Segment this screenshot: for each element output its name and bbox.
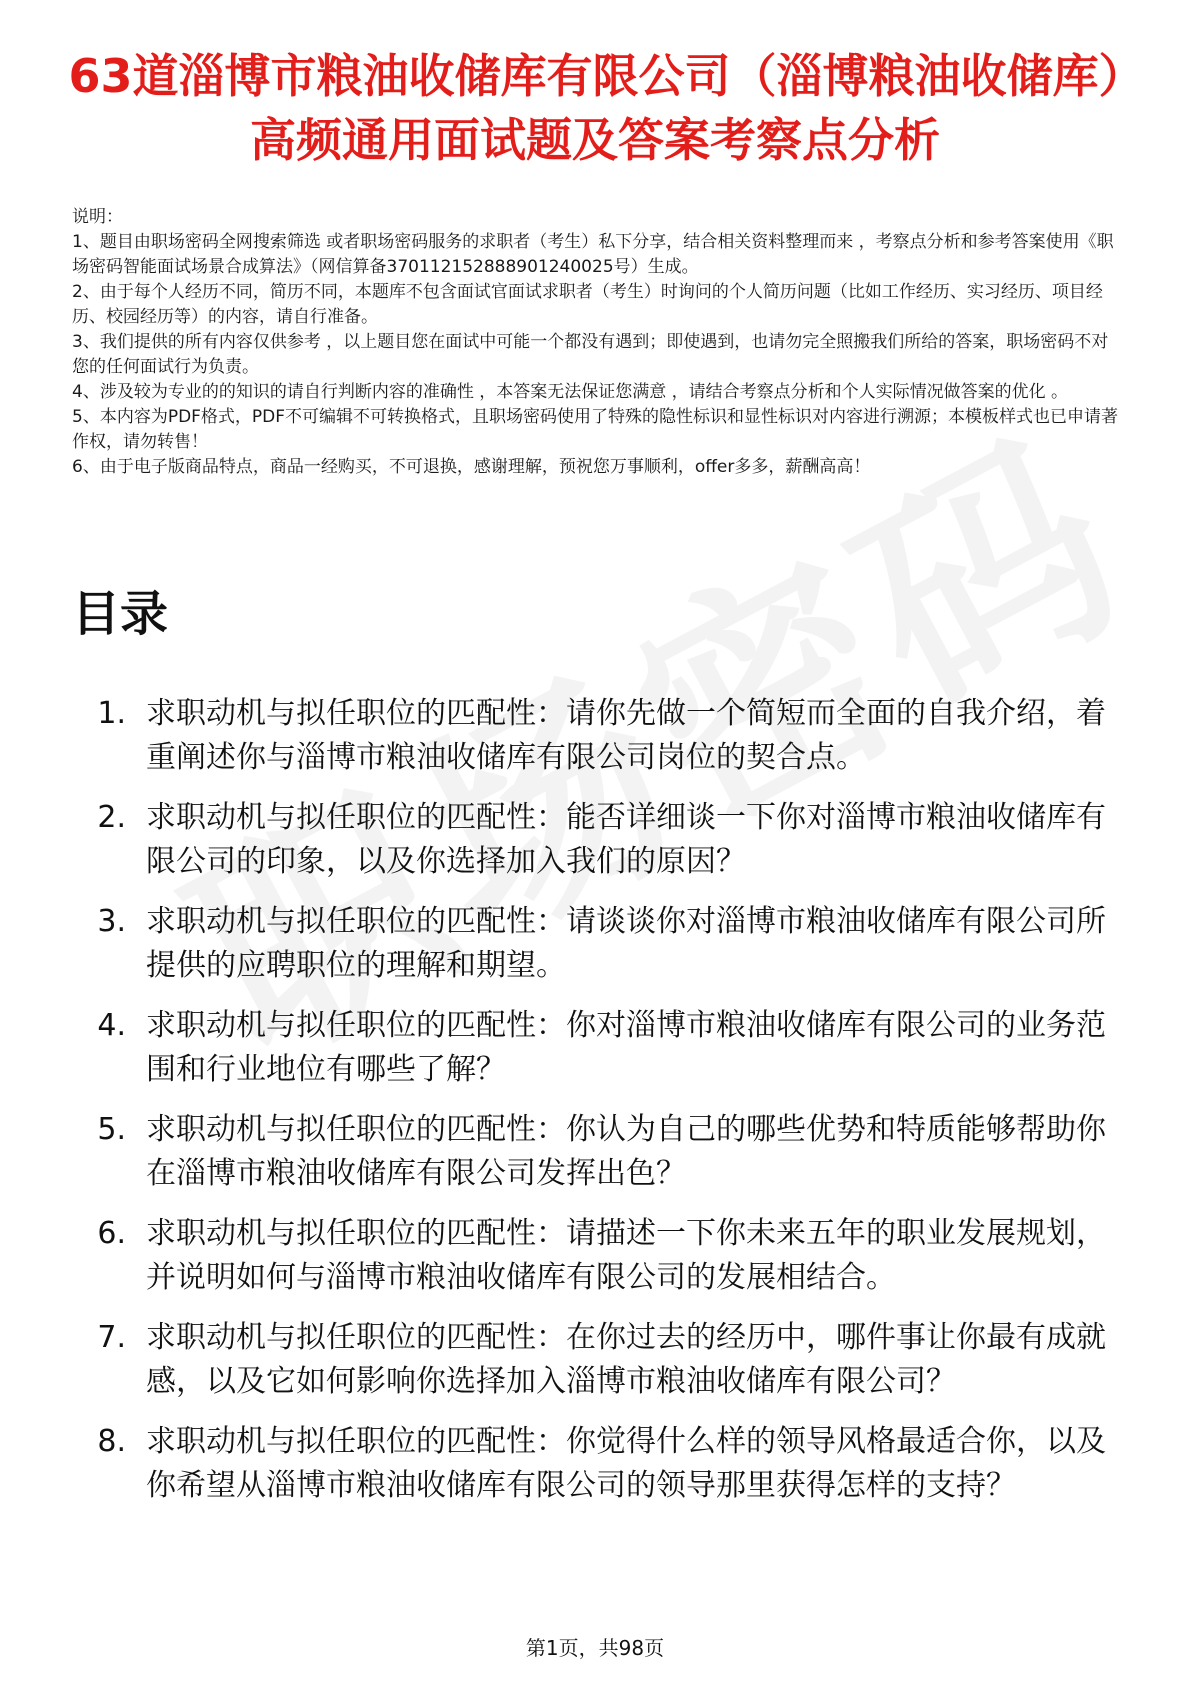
toc-item-number: 2. bbox=[97, 800, 126, 835]
notes-section bbox=[72, 205, 1122, 480]
toc-item-number: 8. bbox=[97, 1424, 126, 1459]
toc-item-text: 求职动机与拟任职位的匹配性：能否详细谈一下你对淄博市粮油收储库有限公司的印象，以及你选择加入我们的原因？ bbox=[146, 800, 1106, 879]
toc-item[interactable] bbox=[72, 692, 1122, 780]
toc-item[interactable] bbox=[72, 1420, 1122, 1508]
toc-item-number: 7. bbox=[97, 1320, 126, 1355]
note-item: 6、由于电子版商品特点，商品一经购买，不可退换，感谢理解，预祝您万事顺利，offer多多，薪酬高高！ bbox=[72, 457, 871, 477]
document-title: 63道淄博市粮油收储库有限公司（淄博粮油收储库）高频通用面试题及答案考察点分析 bbox=[68, 49, 1122, 167]
toc-item-text: 求职动机与拟任职位的匹配性：请你先做一个简短而全面的自我介绍，着重阐述你与淄博市粮油收储库有限公司岗位的契合点。 bbox=[146, 696, 1106, 775]
toc-item[interactable] bbox=[72, 900, 1122, 988]
toc-item-text: 求职动机与拟任职位的匹配性：请描述一下你未来五年的职业发展规划，并说明如何与淄博市粮油收储库有限公司的发展相结合。 bbox=[146, 1216, 1106, 1295]
note-item: 3、我们提供的所有内容仅供参考 ，以上题目您在面试中可能一个都没有遇到；即使遇到，也请勿完全照搬我们所给的答案，职场密码不对您的任何面试行为负责。 bbox=[72, 332, 1109, 377]
toc-list bbox=[72, 692, 1122, 1524]
toc-item-number: 6. bbox=[97, 1216, 126, 1251]
toc-item-text: 求职动机与拟任职位的匹配性：请谈谈你对淄博市粮油收储库有限公司所提供的应聘职位的理解和期望。 bbox=[146, 904, 1106, 983]
toc-item-number: 3. bbox=[97, 904, 126, 939]
note-item: 1、题目由职场密码全网搜索筛选 或者职场密码服务的求职者（考生）私下分享，结合相关资料整理而来 ，考察点分析和参考答案使用《职场密码智能面试场景合成算法》（网信算备370112152888901240025号）生成。 bbox=[72, 232, 1114, 277]
toc-item[interactable] bbox=[72, 1316, 1122, 1404]
toc-item[interactable] bbox=[72, 1212, 1122, 1300]
toc-item[interactable] bbox=[72, 1004, 1122, 1092]
notes-heading: 说明： bbox=[72, 207, 123, 227]
note-item: 4、涉及较为专业的的知识的请自行判断内容的准确性 ，本答案无法保证您满意 ，请结合考察点分析和个人实际情况做答案的优化 。 bbox=[72, 382, 1069, 402]
toc-item-number: 1. bbox=[97, 696, 126, 731]
toc-item[interactable] bbox=[72, 1108, 1122, 1196]
page-footer: 第1页，共98页 bbox=[525, 1636, 665, 1660]
toc-heading: 目录 bbox=[72, 586, 169, 642]
toc-item[interactable] bbox=[72, 796, 1122, 884]
toc-item-text: 求职动机与拟任职位的匹配性：你认为自己的哪些优势和特质能够帮助你在淄博市粮油收储库有限公司发挥出色？ bbox=[146, 1112, 1106, 1191]
toc-item-number: 4. bbox=[97, 1008, 126, 1043]
toc-item-number: 5. bbox=[97, 1112, 126, 1147]
toc-item-text: 求职动机与拟任职位的匹配性：在你过去的经历中，哪件事让你最有成就感，以及它如何影响你选择加入淄博市粮油收储库有限公司？ bbox=[146, 1320, 1106, 1399]
note-item: 2、由于每个人经历不同，简历不同，本题库不包含面试官面试求职者（考生）时询问的个人简历问题（比如工作经历、实习经历、项目经历、校园经历等）的内容，请自行准备。 bbox=[72, 282, 1103, 327]
toc-item-text: 求职动机与拟任职位的匹配性：你觉得什么样的领导风格最适合你，以及你希望从淄博市粮油收储库有限公司的领导那里获得怎样的支持？ bbox=[146, 1424, 1106, 1503]
toc-item-text: 求职动机与拟任职位的匹配性：你对淄博市粮油收储库有限公司的业务范围和行业地位有哪些了解？ bbox=[146, 1008, 1106, 1087]
note-item: 5、本内容为PDF格式，PDF不可编辑不可转换格式，且职场密码使用了特殊的隐性标识和显性标识对内容进行溯源；本模板样式也已申请著作权，请勿转售！ bbox=[72, 407, 1119, 452]
